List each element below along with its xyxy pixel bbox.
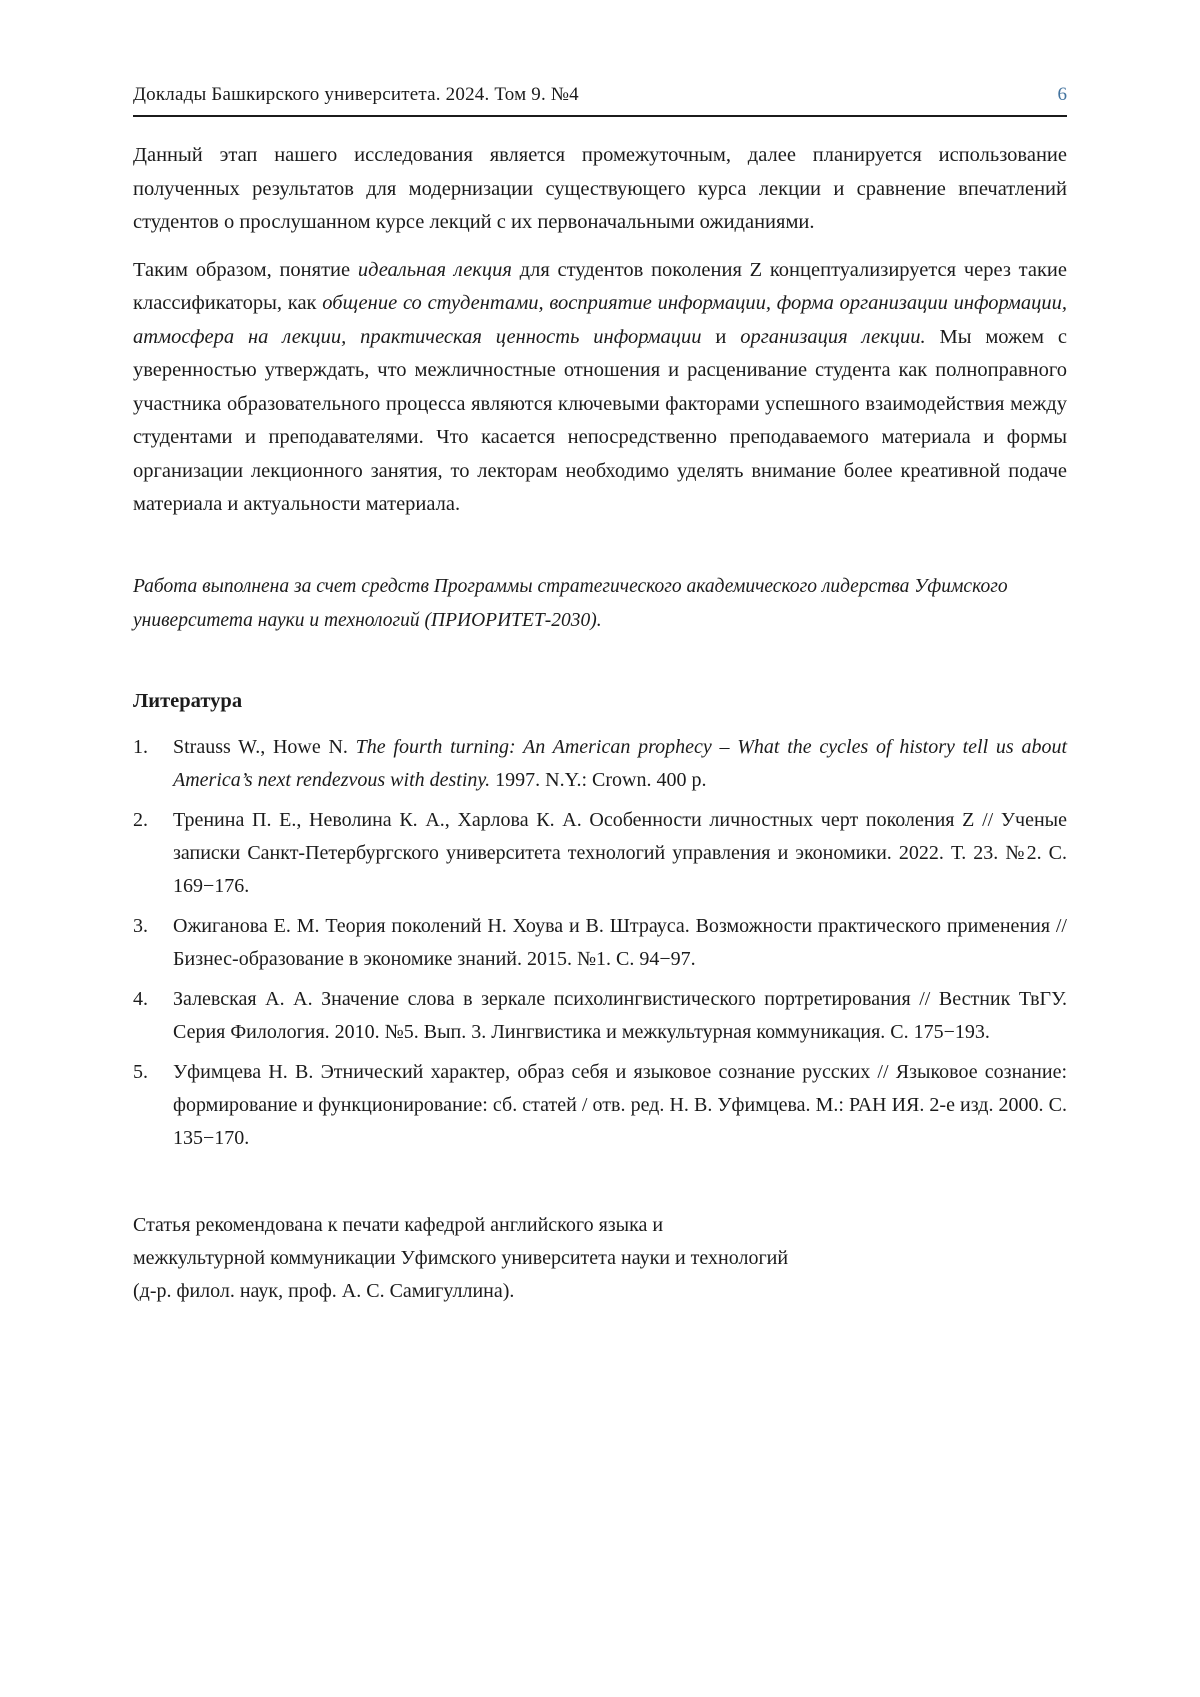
references-list [133,731,1067,1155]
funding-acknowledgment: Работа выполнена за счет средств Программы стратегического академического лидерства Уфимского университета науки и технологий (ПРИОРИТЕТ-2030). [133,575,1008,631]
reference-item [133,983,1067,1049]
reference-text: Ожиганова Е. М. Теория поколений Н. Хоува и В. Штрауса. Возможности практического применения // Бизнес-образование в экономике знаний. 2015. №1. С. 94−97. [173,914,1067,970]
reference-item [133,804,1067,903]
reference-text: Тренина П. Е., Неволина К. А., Харлова К. А. Особенности личностных черт поколения Z // Ученые записки Санкт-Петербургского университета технологий управления и экономики. 2022. Т. 23. №2. С. 169−176. [173,808,1067,897]
page-number: 6 [1057,84,1067,105]
recommendation-line: Статья рекомендована к печати кафедрой английского языка и [133,1213,664,1236]
reference-text: Уфимцева Н. В. Этнический характер, образ себя и языковое сознание русских // Языковое сознание: формирование и функционирование: сб. статей / отв. ред. Н. В. Уфимцева. М.: РАН ИЯ. 2-е изд. 2000. С. 135−170. [173,1060,1067,1149]
reference-number: 4. [133,987,148,1010]
reference-text: Strauss W., Howe N. The fourth turning: An American prophecy – What the cycles of history tell us about America’s next rendezvous with destiny. 1997. N.Y.: Crown. 400 p. [173,735,1068,791]
reference-number: 2. [133,808,148,831]
reference-item [133,731,1067,797]
reference-number: 5. [133,1060,148,1083]
journal-title: Доклады Башкирского университета. 2024. Том 9. №4 [133,84,579,105]
references-heading: Литература [133,689,243,712]
reference-item [133,910,1067,976]
reference-item [133,1056,1067,1155]
reference-text: Залевская А. А. Значение слова в зеркале психолингвистического портретирования // Вестник ТвГУ. Серия Филология. 2010. №5. Вып. 3. Лингвистика и межкультурная коммуникация. С. 175−193. [173,987,1067,1043]
paragraph-conclusion-1: Данный этап нашего исследования является промежуточным, далее планируется использование полученных результатов для модернизации существующего курса лекции и сравнение впечатлений студентов о прослушанном курсе лекций с их первоначальными ожиданиями. [133,144,1067,233]
reference-number: 1. [133,735,148,758]
page-header [133,84,1067,117]
paragraph-conclusion-2: Таким образом, понятие идеальная лекция для студентов поколения Z концептуализируется через такие классификаторы, как общение со студентами, восприятие информации, форма организации информации, атмосфера на лекции, практическая ценность информации и организация лекции. Мы можем с уверенностью утверждать, что межличностные отношения и расценивание студента как полноправного участника образовательного процесса являются ключевыми факторами успешного взаимодействия между студентами и преподавателями. Что касается непосредственно преподаваемого материала и формы организации лекционного занятия, то лекторам необходимо уделять внимание более креативной подаче материала и актуальности материала. [133,258,1067,515]
article-body [133,139,1067,522]
recommendation-line: (д-р. филол. наук, проф. А. С. Самигуллина). [133,1279,515,1302]
recommendation-note [133,1209,1067,1308]
reference-number: 3. [133,914,148,937]
recommendation-line: межкультурной коммуникации Уфимского университета науки и технологий [133,1246,789,1269]
